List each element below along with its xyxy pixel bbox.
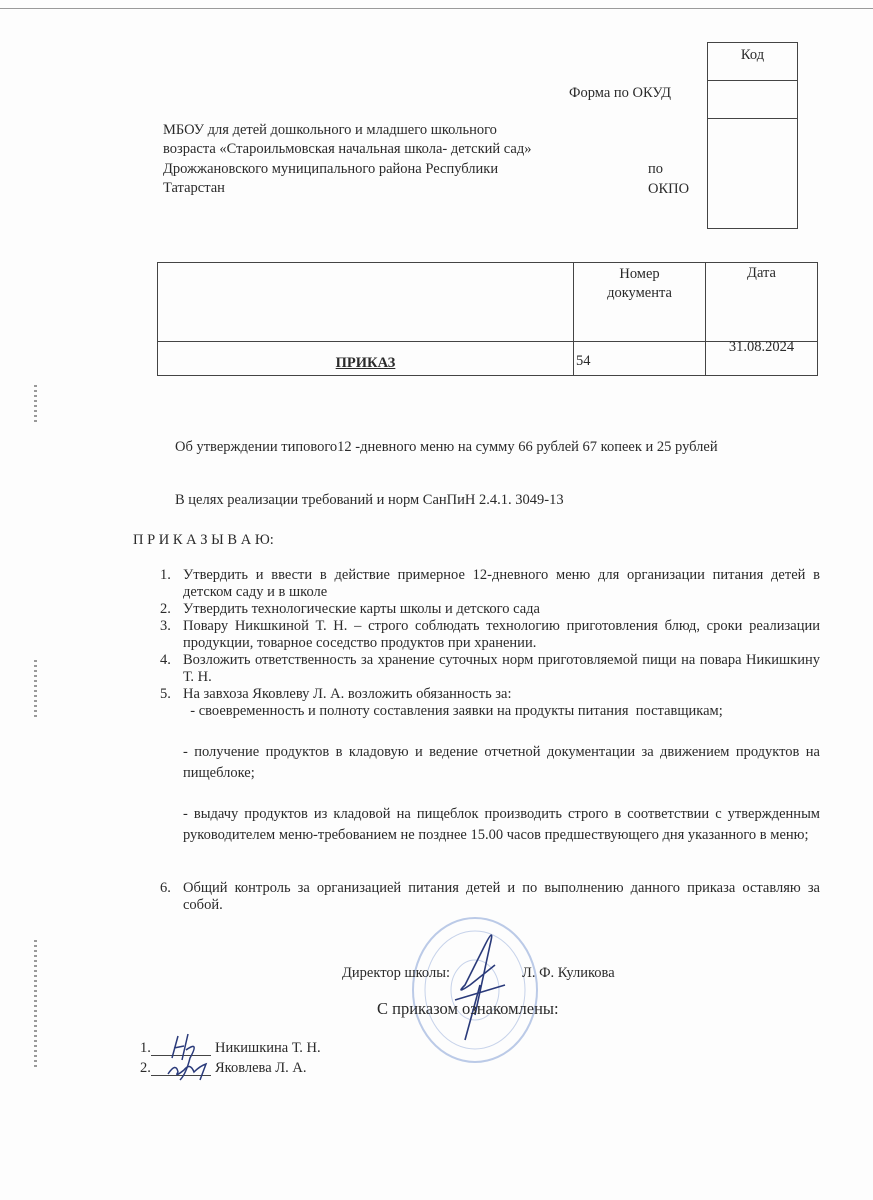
doc-table-blank-cell	[157, 262, 574, 342]
item-number: 4.	[160, 652, 171, 668]
item-number: 3.	[160, 618, 171, 634]
okpo-label: по	[648, 161, 664, 177]
date-header: Дата	[747, 265, 776, 281]
number-header-cell	[573, 262, 706, 342]
item-text: Повару Никшкиной Т. Н. – строго соблюдать технологию приготовления блюд, сроки реализации продукции, товарное соседство продуктов при хранении.	[183, 618, 820, 651]
list-item	[160, 618, 820, 652]
doc-date: 31.08.2024	[728, 339, 795, 355]
form-okud-label: Форма по ОКУД	[569, 85, 672, 101]
scan-artifact	[34, 660, 37, 720]
org-line: Дрожжановского муниципального района Республики	[163, 160, 499, 177]
org-line: МБОУ для детей дошкольного и младшего школьного	[163, 122, 497, 138]
organization-name	[163, 121, 531, 198]
list-item	[160, 880, 820, 914]
list-item	[160, 652, 820, 686]
scan-edge	[0, 8, 873, 9]
scan-artifact	[34, 940, 37, 1070]
item-text: На завхоза Яковлеву Л. А. возложить обязанность за:	[183, 686, 512, 702]
code-header-cell	[707, 42, 798, 81]
doc-title: Об утверждении типового12 -дневного меню на сумму 66 рублей 67 копеек и 25 рублей	[175, 439, 718, 455]
number-cell	[573, 341, 706, 376]
director-role: Директор школы:	[342, 965, 450, 981]
ack-number: 2.	[140, 1060, 151, 1076]
preamble: В целях реализации требований и норм СанПиН 2.4.1. 3049-13	[175, 492, 564, 508]
handwritten-signatures	[160, 1030, 220, 1085]
item-text: Общий контроль за организацией питания детей и по выполнению данного приказа оставляю за собой.	[183, 880, 820, 913]
ack-number: 1.	[140, 1040, 151, 1056]
code-label: Код	[740, 47, 765, 63]
doc-type: ПРИКАЗ	[335, 355, 396, 371]
ack-name: Никишкина Т. Н.	[215, 1040, 321, 1056]
item-number: 5.	[160, 686, 171, 702]
doc-type-cell	[157, 341, 574, 376]
item-text: Возложить ответственность за хранение суточных норм приготовляемой пищи на повара Никишкину Т. Н.	[183, 652, 820, 685]
list-item	[160, 567, 820, 601]
item-number: 6.	[160, 880, 171, 896]
org-line: возраста «Староильмовская начальная школа- детский сад»	[163, 141, 532, 158]
org-line: Татарстан	[163, 179, 225, 196]
item-number: 1.	[160, 567, 171, 583]
order-word: П Р И К А З Ы В А Ю:	[133, 532, 274, 548]
okpo-label: ОКПО	[648, 181, 690, 197]
item-text: Утвердить технологические карты школы и детского сада	[183, 601, 540, 617]
ack-name: Яковлева Л. А.	[215, 1060, 307, 1076]
scan-artifact	[34, 385, 37, 425]
director-signature	[435, 925, 525, 1045]
acknowledged-title: С приказом ознакомлены:	[377, 999, 559, 1018]
doc-number: 54	[576, 353, 591, 369]
list-item	[160, 686, 820, 703]
item-text: Утвердить и ввести в действие примерное 12-дневного меню для организации питания детей в детском саду и в школе	[183, 567, 820, 600]
list-item	[160, 601, 820, 618]
number-header: Номер документа	[607, 266, 672, 301]
duty-text: - получение продуктов в кладовую и ведение отчетной документации за движением продуктов на пищеблоке;	[183, 744, 820, 781]
okpo-code-cell	[707, 118, 798, 229]
director-name: Л. Ф. Куликова	[522, 965, 615, 981]
duty-text: - своевременность и полноту составления заявки на продукты питания поставщикам;	[183, 703, 723, 719]
date-cell	[705, 341, 818, 376]
item-number: 2.	[160, 601, 171, 617]
okud-code-cell	[707, 80, 798, 119]
date-header-cell	[705, 262, 818, 342]
duty-text: - выдачу продуктов из кладовой на пищеблок производить строго в соответствии с утвержденным руководителем меню-требованием не позднее 15.00 часов предшествующего дня указанного в меню;	[183, 806, 820, 843]
